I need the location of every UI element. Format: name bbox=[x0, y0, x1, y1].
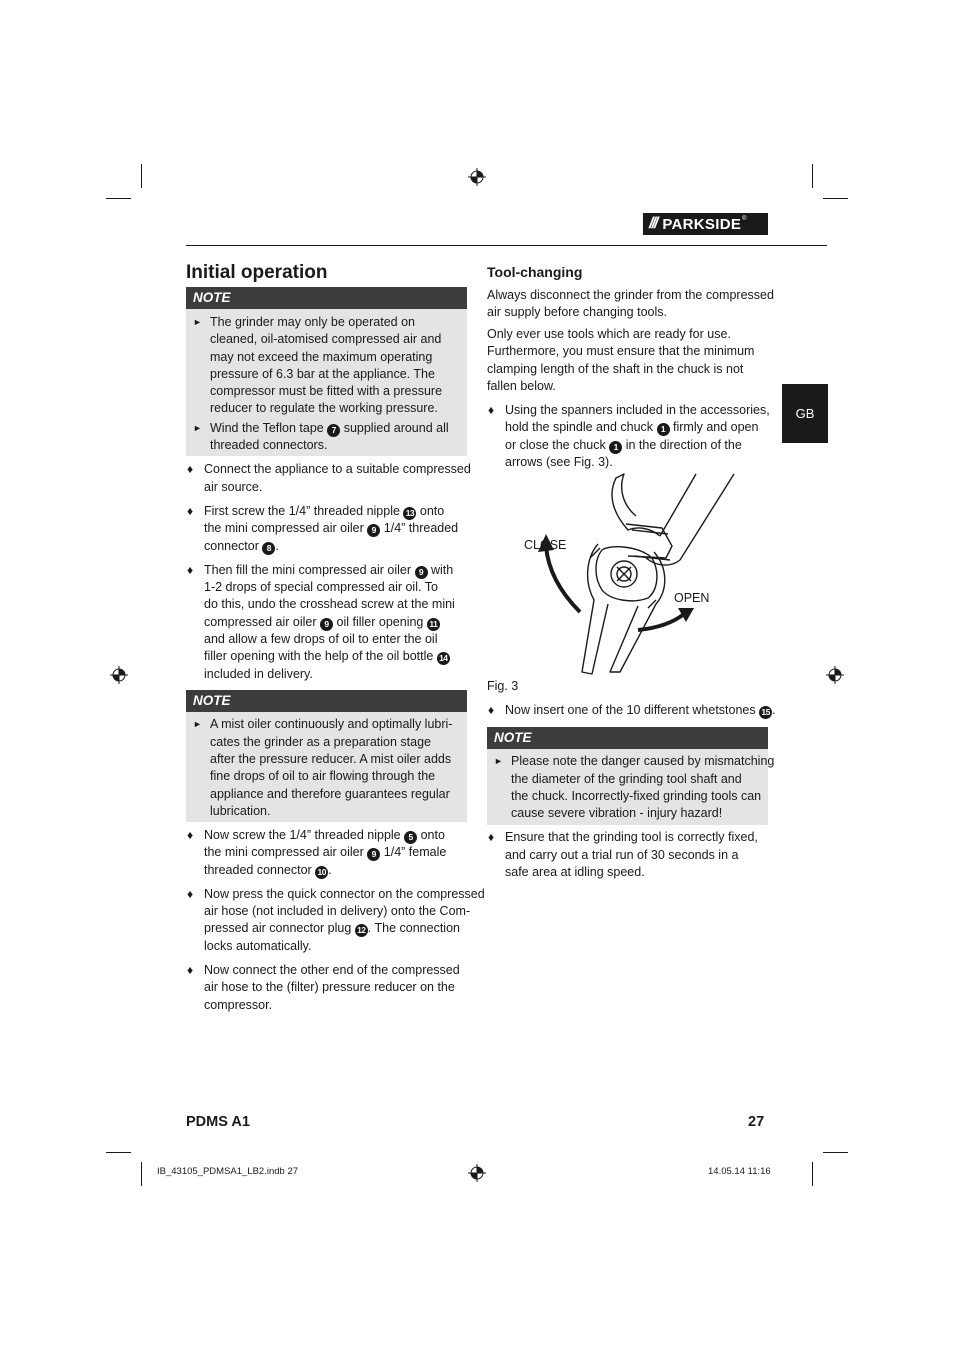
text-run: firmly and open bbox=[673, 420, 759, 434]
step-line: safe area at idling speed. bbox=[505, 865, 645, 879]
note-line: fine drops of oil to air flowing through the bbox=[210, 769, 436, 783]
note-line: may not exceed the maximum operating bbox=[210, 350, 433, 364]
logo-wordmark: PARKSIDE bbox=[662, 215, 742, 233]
crop-mark bbox=[141, 1162, 142, 1186]
bullet-icon: ♦ bbox=[488, 830, 495, 844]
step-line bbox=[204, 562, 453, 579]
text-run: or close the chuck bbox=[505, 438, 606, 452]
bullet-icon: ♦ bbox=[488, 703, 495, 717]
note-heading: NOTE bbox=[186, 287, 467, 309]
part-number-badge: 5 bbox=[404, 831, 417, 844]
step-line bbox=[204, 614, 440, 631]
print-slug-date: 14.05.14 11:16 bbox=[708, 1166, 771, 1177]
crop-mark bbox=[812, 164, 813, 188]
parkside-logo bbox=[643, 213, 768, 235]
step-line: arrows (see Fig. 3). bbox=[505, 455, 613, 469]
open-label: OPEN bbox=[674, 591, 710, 605]
part-number-badge: 14 bbox=[437, 652, 450, 665]
part-number-badge: 11 bbox=[427, 618, 440, 631]
step-line: air hose to the (filter) pressure reducer on the bbox=[204, 980, 455, 994]
text-run: . bbox=[328, 863, 332, 877]
bullet-icon: ♦ bbox=[187, 462, 194, 476]
registration-mark-icon bbox=[110, 666, 128, 684]
part-number-badge: 1 bbox=[657, 423, 670, 436]
text-run: Then fill the mini compressed air oiler bbox=[204, 563, 412, 577]
step-line bbox=[505, 437, 742, 454]
bullet-icon: ♦ bbox=[488, 403, 495, 417]
logo-slashes: /// bbox=[649, 215, 657, 232]
spanner-chuck-illustration bbox=[520, 472, 750, 677]
step-line: and carry out a trial run of 30 seconds in a bbox=[505, 848, 739, 862]
note-line: reducer to regulate the working pressure. bbox=[210, 401, 438, 415]
text-run: in the direction of the bbox=[625, 438, 742, 452]
text-run: Wind the Teflon tape bbox=[210, 421, 324, 435]
step-line: Now connect the other end of the compressed bbox=[204, 963, 460, 977]
step-line: Connect the appliance to a suitable compressed bbox=[204, 462, 471, 476]
text-run: Now screw the 1/4” threaded nipple bbox=[204, 828, 401, 842]
step-line: compressor. bbox=[204, 998, 273, 1012]
text-run: 1/4” threaded bbox=[383, 521, 459, 535]
arrow-icon: ► bbox=[193, 423, 202, 433]
text-run: First screw the 1/4” threaded nipple bbox=[204, 504, 400, 518]
step-line bbox=[204, 827, 445, 844]
text-run: filler opening with the help of the oil bottle bbox=[204, 649, 434, 663]
part-number-badge: 10 bbox=[315, 866, 328, 879]
text-run: threaded connector bbox=[204, 863, 312, 877]
bullet-icon: ♦ bbox=[187, 504, 194, 518]
note-line bbox=[210, 420, 449, 437]
text-run: . bbox=[275, 539, 279, 553]
crop-mark bbox=[823, 1152, 848, 1153]
note-line: lubrication. bbox=[210, 804, 271, 818]
crop-mark bbox=[106, 1152, 131, 1153]
part-number-badge: 8 bbox=[262, 542, 275, 555]
note-line: The grinder may only be operated on bbox=[210, 315, 415, 329]
section-title: Initial operation bbox=[186, 262, 328, 283]
close-label: CLOSE bbox=[524, 538, 567, 552]
step-line: included in delivery. bbox=[204, 667, 313, 681]
note-line: compressor must be fitted with a pressure bbox=[210, 384, 443, 398]
paragraph-line: Always disconnect the grinder from the compressed bbox=[487, 288, 774, 302]
language-tab: GB bbox=[782, 384, 828, 443]
text-run: supplied around all bbox=[343, 421, 449, 435]
part-number-badge: 15 bbox=[759, 706, 772, 719]
note-line: after the pressure reducer. A mist oiler adds bbox=[210, 752, 452, 766]
print-slug-file: IB_43105_PDMSA1_LB2.indb 27 bbox=[157, 1166, 299, 1177]
text-run: oil filler opening bbox=[336, 615, 424, 629]
text-run: connector bbox=[204, 539, 259, 553]
paragraph-line: fallen below. bbox=[487, 379, 556, 393]
note-line: the diameter of the grinding tool shaft and bbox=[511, 772, 742, 786]
step-line: and allow a few drops of oil to enter the oil bbox=[204, 632, 438, 646]
text-run: pressed air connector plug bbox=[204, 921, 352, 935]
step-line bbox=[204, 503, 444, 520]
part-number-badge: 7 bbox=[327, 424, 340, 437]
step-line: do this, undo the crosshead screw at the mini bbox=[204, 597, 455, 611]
step-line bbox=[505, 419, 758, 436]
model-name: PDMS A1 bbox=[186, 1114, 250, 1130]
text-run: . The connection bbox=[367, 921, 460, 935]
text-run: compressed air oiler bbox=[204, 615, 317, 629]
step-line: locks automatically. bbox=[204, 939, 312, 953]
note-line: pressure of 6.3 bar at the appliance. The bbox=[210, 367, 435, 381]
bullet-icon: ♦ bbox=[187, 563, 194, 577]
note-line: cates the grinder as a preparation stage bbox=[210, 735, 431, 749]
subsection-title: Tool-changing bbox=[487, 264, 583, 280]
step-line bbox=[204, 648, 450, 665]
note-line: A mist oiler continuously and optimally lubri- bbox=[210, 717, 453, 731]
crop-mark bbox=[106, 198, 131, 199]
step-line bbox=[204, 844, 446, 861]
crop-mark bbox=[823, 198, 848, 199]
text-run: with bbox=[431, 563, 454, 577]
arrow-icon: ► bbox=[193, 719, 202, 729]
figure-caption: Fig. 3 bbox=[487, 679, 519, 693]
note-line: cleaned, oil-atomised compressed air and bbox=[210, 332, 442, 346]
step-line bbox=[204, 538, 279, 555]
step-line bbox=[204, 520, 458, 537]
note-line: threaded connectors. bbox=[210, 438, 328, 452]
bullet-icon: ♦ bbox=[187, 963, 194, 977]
step-line: air source. bbox=[204, 480, 263, 494]
arrow-icon: ► bbox=[193, 317, 202, 327]
note-line: the chuck. Incorrectly-fixed grinding tools can bbox=[511, 789, 762, 803]
registration-mark-icon bbox=[468, 1164, 486, 1182]
header-rule bbox=[186, 245, 827, 246]
part-number-badge: 9 bbox=[367, 848, 380, 861]
arrow-icon: ► bbox=[494, 756, 503, 766]
part-number-badge: 13 bbox=[403, 507, 416, 520]
paragraph-line: clamping length of the shaft in the chuck is not bbox=[487, 362, 744, 376]
logo-registered: ® bbox=[742, 216, 747, 222]
step-line: Now press the quick connector on the compressed bbox=[204, 887, 485, 901]
part-number-badge: 9 bbox=[415, 566, 428, 579]
note-line: appliance and therefore guarantees regular bbox=[210, 787, 450, 801]
registration-mark-icon bbox=[468, 168, 486, 186]
step-line: 1-2 drops of special compressed air oil. To bbox=[204, 580, 438, 594]
text-run: the mini compressed air oiler bbox=[204, 845, 364, 859]
step-line bbox=[505, 702, 776, 719]
text-run: onto bbox=[419, 504, 445, 518]
part-number-badge: 1 bbox=[609, 441, 622, 454]
text-run: the mini compressed air oiler bbox=[204, 521, 364, 535]
text-run: onto bbox=[420, 828, 445, 842]
text-run: Now insert one of the 10 different whetstones bbox=[505, 703, 756, 717]
step-line bbox=[204, 920, 460, 937]
paragraph-line: Furthermore, you must ensure that the minimum bbox=[487, 344, 755, 358]
note-heading: NOTE bbox=[186, 690, 467, 712]
step-line: air hose (not included in delivery) onto the Com- bbox=[204, 904, 471, 918]
step-line bbox=[204, 862, 332, 879]
page-number: 27 bbox=[748, 1114, 765, 1130]
step-line: Ensure that the grinding tool is correctly fixed, bbox=[505, 830, 758, 844]
text-run: 1/4” female bbox=[383, 845, 447, 859]
bullet-icon: ♦ bbox=[187, 828, 194, 842]
part-number-badge: 9 bbox=[320, 618, 333, 631]
crop-mark bbox=[141, 164, 142, 188]
part-number-badge: 9 bbox=[367, 524, 380, 537]
registration-mark-icon bbox=[826, 666, 844, 684]
note-heading: NOTE bbox=[487, 727, 768, 749]
crop-mark bbox=[812, 1162, 813, 1186]
bullet-icon: ♦ bbox=[187, 887, 194, 901]
paragraph-line: Only ever use tools which are ready for use. bbox=[487, 327, 731, 341]
part-number-badge: 12 bbox=[355, 924, 368, 937]
note-line: cause severe vibration - injury hazard! bbox=[511, 806, 723, 820]
text-run: hold the spindle and chuck bbox=[505, 420, 654, 434]
step-line: Using the spanners included in the accessories, bbox=[505, 403, 770, 417]
paragraph-line: air supply before changing tools. bbox=[487, 305, 667, 319]
text-run: . bbox=[772, 703, 776, 717]
note-line: Please note the danger caused by mismatching bbox=[511, 754, 775, 768]
